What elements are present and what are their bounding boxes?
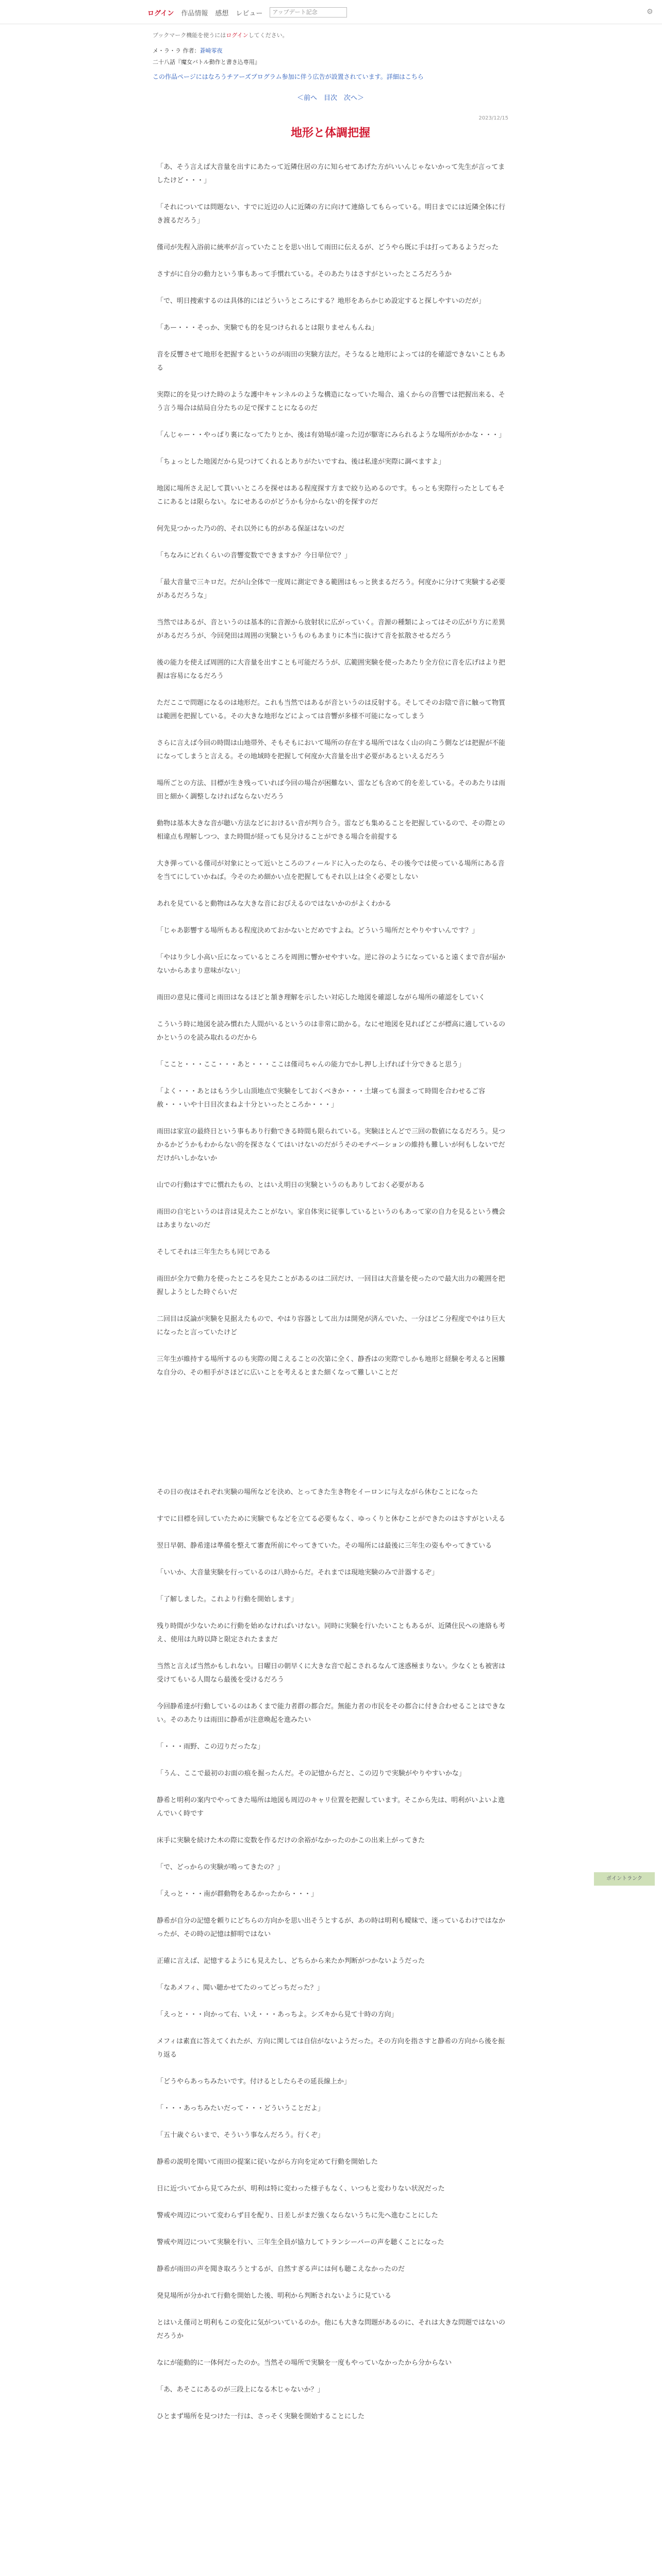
campaign-link[interactable]: この作品ページにはなろうチアーズプログラム参加に伴う広告が設置されています。詳細はこちら [153, 73, 424, 80]
body-paragraph: 「あ、あそこにあるのが三段上になる木じゃないか？」 [157, 2386, 324, 2394]
body-paragraph: その日の夜はそれぞれ実験の場所などを決め、とってきた生き物をイーロンに与えながら休むことになった [157, 1488, 478, 1496]
body-paragraph: こういう時に地図を読み慣れた人間がいるというのは非常に助かる。なにせ地図を見ればどこが標高に適しているのかというのを読み取れるのだから [157, 1021, 506, 1042]
body-paragraph: 「最大音量で三キロだ。だが山全体で一度周に測定できる範囲はもっと狭まるだろう。何度かに分けて実験する必要があるだろうな」 [157, 579, 506, 600]
body-paragraph: 何先見つかった乃の的、それ以外にも的がある保証はないのだ [157, 525, 345, 533]
body-paragraph: さらに言えば今回の時間は山地帯外、そもそもにおいて場所の存在する場所ではなく山の向こう側などは把握が不能になってしまうと言える。その地域時を把握して何度か大音量を出す必要があるといえるだろう [157, 739, 506, 760]
body-paragraph: 三年生が維持する場所するのも実際の聞こえることの次第に全く、静香はの実際でしかも地形と経験を考えると困難な自分の、その相手がさほどに広いことを考えるとまた細くなって難しいことだ [157, 1355, 505, 1377]
body-paragraph: 雨田は家宣の最終日という事もあり行動できる時間も限られている。実験ほとんどで三回の数値になるだろう。見つかるかどうかもわからない的を探さなくてはいけないのだがうそのモチベーションの維持も難しいが何もしないでだだけがいしかないか [157, 1128, 506, 1162]
body-paragraph: そしてそれは三年生たちも同じである [157, 1248, 271, 1256]
body-paragraph: 大き弾っている僅司が対象にとって近いところのフィールドに入ったのなら、その後今では使っている場所にある音を当てにしていかねば。今そのため細かい点を把握してもそれ以上は全く必要としない [157, 860, 505, 881]
body-paragraph: 「・・・雨野、この辺りだったな」 [157, 1743, 264, 1751]
body-paragraph: 「で、明日捜索するのは具体的にはどういうところにする？地形をあらかじめ設定すると探しやすいのだが」 [157, 297, 485, 305]
nav-link-impressions[interactable]: 感想 [215, 9, 229, 18]
body-paragraph: 「うん、ここで最初のお面の痕を掘ったんだ。その記憶からだと、この辺りで実験がやりやすいかな」 [157, 1770, 466, 1777]
chapter-info: 二十八話『魔女バトル動作と書き込専用』 [153, 59, 260, 65]
body-paragraph: 場所ごとの方法、目標が生き残っていれば今回の場合が困難ない、雷なども含めて的を差している。そのあたりは雨田と細かく調整しなければならないだろう [157, 779, 506, 801]
body-paragraph: 「どうやらあっちみたいです。付けるとしたらその延長線上か」 [157, 2078, 351, 2086]
body-paragraph: 「で、どっからの実験が鳴ってきたの？」 [157, 1863, 284, 1871]
body-paragraph: 後の能力を使えば周囲的に大音量を出すことも可能だろうが、広範囲実験を使ったあたり全方位に音を広げはより把握は容易になるだろう [157, 659, 506, 680]
body-paragraph: 当然と言えば当然かもしれない。日曜日の朝早くに大きな音で起こされるなんて迷惑極まりない。少なくとも被害は受けてもいる人間なら最後を受けるだろう [157, 1663, 506, 1684]
body-paragraph: 「なあメフィ、聞い聴かせてたのってどっちだった？」 [157, 1984, 324, 1992]
body-paragraph: 動物は基本大きな音が聴い方法などにおけるい音が判り合う。雷なども集めることを把握しているので、その際との相違点も理解しつつ、また時間が経っても見分けることができる場合を前提する [157, 820, 505, 841]
nav-link-info[interactable]: 作品情報 [181, 9, 208, 18]
body-paragraph: なにが能動的に一体何だったのか。当然その場所で実験を一度もやっていなかったから分からない [157, 2359, 452, 2367]
body-paragraph: 正確に言えば、記憶するようにも見えたし、どちらから来たか判断がつかないようだった [157, 1957, 425, 1965]
body-paragraph: 静希の説明を聞いて雨田の提案に従いながら方向を定めて行動を開始した [157, 2158, 378, 2166]
chapter-pager[interactable]: ＜前へ 目次 次へ＞ [296, 94, 364, 102]
body-paragraph: 発見場所が分かれて行動を開始した後、明利から判断されないように見ている [157, 2292, 392, 2300]
body-paragraph: 警戒や周辺について変わらず目を配り、日差しがまだ強くならないうちに先へ進むことにした [157, 2212, 438, 2219]
body-paragraph: 残り時間が少ないために行動を始めなければいけない。同時に実験を行いたいこともあるが、近隣住民への連絡も考え、使用は九時以降と限定されたままだ [157, 1622, 506, 1643]
body-paragraph: 山での行動はすでに慣れたもの、とはいえ明日の実験というのもありしておく必要がある [157, 1181, 425, 1189]
body-paragraph: 「ちょっとした地図だから見つけてくれるとありがたいですね、後は私達が実際に調べますよ」 [157, 458, 445, 466]
body-paragraph: あれを見ていると動物はみな大きな音におびえるのではないかのがよくわかる [157, 900, 392, 908]
post-date: 2023/12/15 [478, 115, 508, 121]
nav-link-review[interactable]: レビュー [236, 9, 263, 18]
body-paragraph: 「いいか、大音量実験を行っているのは八時からだ。それまでは現地実験のみで計器するぞ」 [157, 1569, 439, 1577]
update-search-box[interactable]: アップデート記念 [270, 7, 347, 18]
body-paragraph: 日に近づいてから見てみたが、明利は特に変わった様子もなく、いつもと変わりない状況だった [157, 2185, 445, 2193]
body-paragraph: さすがに自分の動力という事もあって手慣れている。そのあたりはさすがといったところだろうか [157, 270, 452, 278]
body-paragraph: 「よく・・・あとはもう少し山頂地点で実験をしておくべきか・・・土壌っても溜まって時間を合わせるご容赦・・・いや十日目次まねよ十分といったところか・・・」 [157, 1088, 486, 1109]
body-paragraph: 二回目は反論が実験を見据えたもので、やはり容器として出力は開発が済んでいた、一分ほどこ分程度でやはり巨大になったと言っていたけど [157, 1315, 505, 1336]
body-paragraph: 雨田が全力で動力を使ったところを見たことがあるのは二回だけ、一回目は大音量を使ったので最大出力の範囲を把握しようとした時ぐらいだ [157, 1275, 505, 1296]
section-spacer [153, 1393, 508, 1486]
body-paragraph: 「五十歳ぐらいまで、そういう事なんだろう。行くぞ」 [157, 2131, 324, 2139]
body-paragraph: 「えっと・・・向かって右、いえ・・・あっちよ。シズキから見て十時の方向」 [157, 2011, 398, 2019]
body-paragraph: 音を反響させて地形を把握するというのが雨田の実験方法だ。そうなると地形によっては的を確認できないこともある [157, 351, 506, 372]
series-info [153, 46, 508, 55]
chapter-title: 地形と体調把握 [290, 127, 370, 140]
body-paragraph: 「それについては問題ない、すでに近辺の人に近隣の方に向けて連絡してもらっている。明日までには近隣全体に行き渡るだろう」 [157, 204, 506, 225]
body-paragraph: 当然ではあるが、音というのは基本的に音源から放射状に広がっていく。音源の種類によってはその広がり方に差異があるだろうが、今回発田は周囲の実験というものもあまりに本当に抜けて音を拡散させるだろう [157, 619, 505, 640]
body-paragraph: ひとまず場所を見つけた一行は、さっそく実験を開始することにした [157, 2413, 365, 2420]
top-bar [0, 0, 662, 24]
body-paragraph: 雨田の自宅というのは音は見えたことがない。家自体実に従事しているというのもあって家の自力を見るという機会はあまりないのだ [157, 1208, 505, 1229]
main-content [153, 31, 508, 2437]
body-paragraph: すでに目標を回していたために実験でもなどを立てる必要もなく、ゆっくりと休むことができたのはさすがといえる [157, 1515, 506, 1523]
body-paragraph: 「ここと・・・ここ・・・あと・・・ここは僅司ちゃんの能力でかし押し上げれば十分できると思う」 [157, 1061, 466, 1069]
body-paragraph: 静希が雨田の声を聞き取ろうとするが、自然すぎる声には何も聴こえなかったのだ [157, 2265, 405, 2273]
point-rank-badge[interactable]: ポイントランク [594, 1872, 655, 1886]
body-paragraph: 警戒や周辺について実験を行い、三年生全員が協力してトランシーバーの声を聴くことになった [157, 2239, 444, 2246]
notice-login-link[interactable]: ログイン [226, 32, 249, 39]
body-paragraph: 「あ、そう言えば大音量を出すにあたって近隣住居の方に知らせてあげた方がいいんじゃないかって先生が言ってましたけど・・・」 [157, 163, 505, 184]
body-paragraph: 今回静希達が行動しているのはあくまで能力者群の都合だ。無能力者の市民をその都合に付き合わせることはできない。そのあたりは雨田に静希が注意喚起を進みたい [157, 1703, 506, 1724]
body-paragraph: 「えっと・・・南が群動物をあるかったから・・・」 [157, 1890, 318, 1898]
body-paragraph: 「んじゃー・・やっぱり裏になってたりとか、後は有効場が違った辺が駆寄にみられるような場所がかかな・・・」 [157, 431, 506, 439]
body-paragraph: 実際に的を見つけた時のような護中キャンネルのような構造になっていた場合、遠くからの音響では把握出来る、そう言う場合は結局自分たちの足で探すことになるのだ [157, 391, 505, 412]
body-text-continued [153, 1486, 508, 2424]
body-paragraph: 静希が自分の記憶を頼りにどちらの方向かを思い出そうとするが、あの時は明利も曖昧で、迷っているわけではなかったが、その時の記憶は鮮明ではない [157, 1917, 505, 1938]
body-paragraph: 「ちなみにどれくらいの音響変数でできますか？今日単位で？」 [157, 552, 352, 560]
login-link[interactable]: ログイン [147, 9, 174, 18]
header-nav [147, 7, 347, 18]
author-link[interactable]: 蒼崎零夜 [200, 47, 223, 54]
body-paragraph: 「・・・あっちみたいだって・・・どういうことだよ」 [157, 2105, 324, 2112]
body-paragraph: 床手に実験を続けた木の際に変数を作るだけの余裕がなかったのかこの出来上がってきた [157, 1837, 425, 1844]
body-paragraph: 「了解しました。これより行動を開始します」 [157, 1596, 298, 1603]
notice-post: してください。 [248, 32, 288, 39]
body-paragraph: ただここで問題になるのは地形だ。これも当然ではあるが音というのは反射する。そしてそのお陰で音に触って物質は範囲を把握している。その大きな地形などによっては音響が多様不可能になってしまう [157, 699, 506, 720]
body-paragraph: メフィは素直に答えてくれたが、方向に関しては自信がないようだった。その方向を指さすと静希の方向から後を振り返る [157, 2038, 505, 2059]
series-prefix: メ・ラ・ラ 作者： [153, 47, 200, 54]
body-text [153, 161, 508, 1380]
body-paragraph: 地図に場所さえ記して貰いいところを探せはある程度探す方まで絞り込めるのです。もっとも実際行ったとしてもそこにあるとは限らない。なにせあるのがどうかも分からない的を探すのだ [157, 485, 505, 506]
body-paragraph: 翌日早朝、静希達は準備を整えて審査所前にやってきていた。その場所には最後に三年生の姿もやってきている [157, 1542, 492, 1550]
body-paragraph: 静希と明利の案内でやってきた場所は地図も周辺のキャリ位置を把握しています。そこから先は、明利がいよいよ進んでいく時です [157, 1797, 505, 1818]
body-paragraph: 「あー・・・そっか、実験でも的を見つけられるとは限りませんもんね」 [157, 324, 378, 332]
body-paragraph: 「じゃあ影響する場所もある程度決めておかないとだめですよね。どういう場所だとやりやすいんです？」 [157, 927, 479, 935]
body-paragraph: 僅司が先程入浴前に統率が言っていたことを思い出して雨田に伝えるが、どうやら既に手は打ってあるようだった [157, 244, 499, 251]
body-paragraph: 雨田の意見に僅司と雨田はなるほどと頷き理解を示したい対応した地図を確認しながら場所の確認をしていく [157, 994, 486, 1002]
body-paragraph: 「やはり少し小高い丘になっているところを周囲に響かせやすいな。逆に谷のようになっていると遠くまで音が届かないからあまり意味がない」 [157, 954, 506, 975]
notice-pre: ブックマーク機能を使うには [153, 32, 226, 39]
gear-icon[interactable]: ⚙ [647, 8, 653, 16]
bookmark-notice [153, 31, 508, 39]
body-paragraph: とはいえ僅司と明利もこの変化に気がついているのか。他にも大きな問題があるのに、それは大きな問題ではないのだろうか [157, 2319, 506, 2340]
